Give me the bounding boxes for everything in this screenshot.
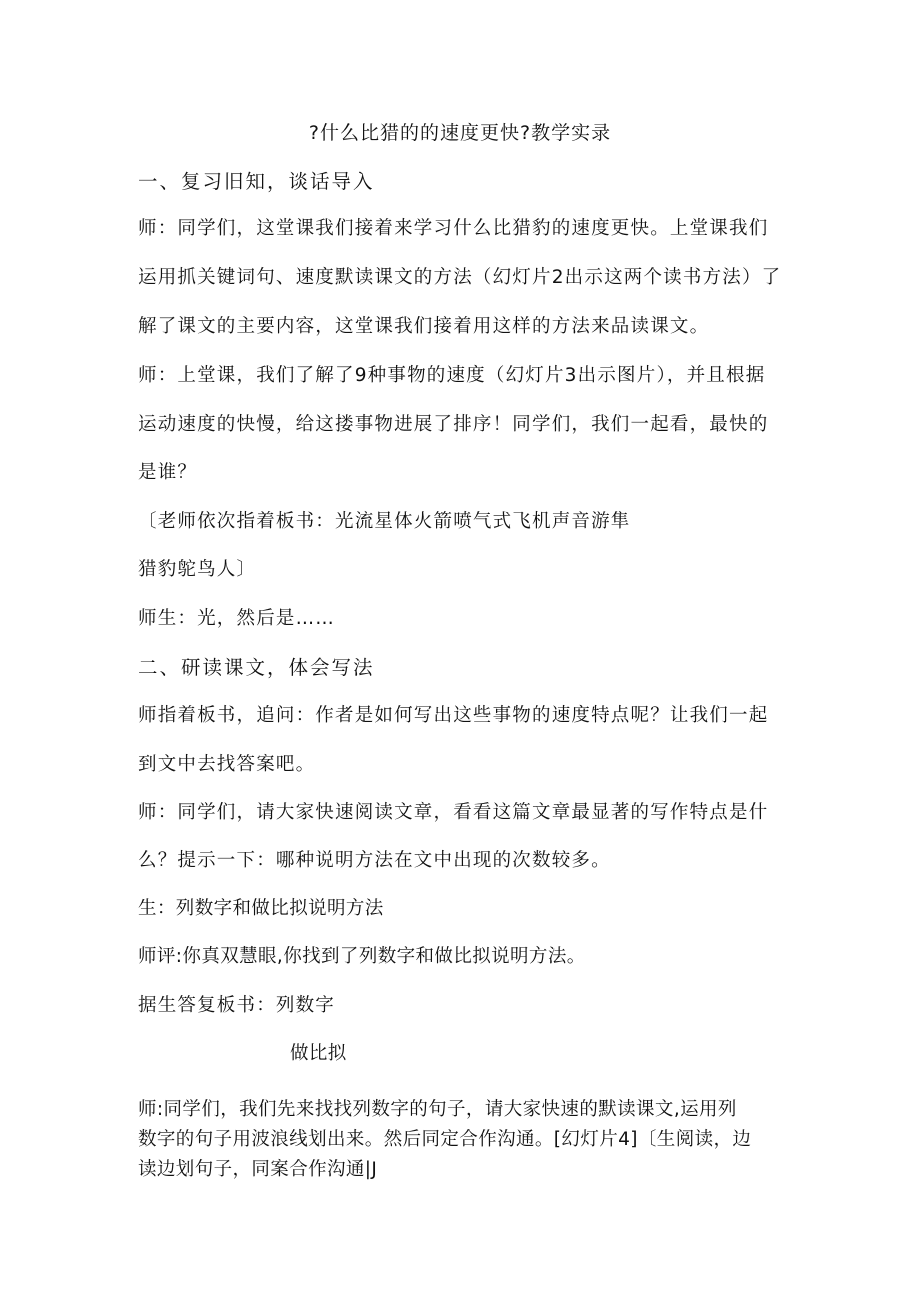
- paragraph-line: 到文中去找答案吧。: [138, 754, 316, 775]
- document-title: ?什么比猎的的速度更快?教学实录: [308, 122, 612, 144]
- paragraph-line: 师：同学们，请大家快速阅读文章，看看这篇文章最显著的写作特点是什: [138, 802, 769, 823]
- paragraph-line: 〔老师依次指着板书：光流星体火箭喷气式飞机声音游隼: [138, 511, 631, 532]
- paragraph-line: 数字的句子用波浪线划出来。然后同定合作沟通。[幻灯片4]〔生阅读，边: [138, 1129, 752, 1150]
- paragraph-line: 是谁？: [138, 462, 198, 483]
- paragraph-line: 猎豹鸵鸟人〕: [138, 559, 257, 580]
- paragraph-line: 据生答复板书：列数字: [138, 995, 336, 1016]
- paragraph-line: 解了课文的主要内容，这堂课我们接着用这样的方法来品读课文。: [138, 316, 710, 337]
- paragraph-line: 师指着板书，追问：作者是如何写出这些事物的速度特点呢？让我们一起: [138, 705, 769, 726]
- section-heading-2: 二、研读课文，体会写法: [138, 656, 375, 679]
- paragraph-line: 运用抓关键词句、速度默读课文的方法（幻灯片2出示这两个读书方法）了: [138, 267, 782, 288]
- paragraph-line: 运动速度的快慢，给这搂事物进展了排序！同学们，我们一起看，最快的: [138, 414, 769, 435]
- paragraph-line: 师生：光，然后是……: [138, 608, 336, 629]
- paragraph-line: 做比拟: [290, 1043, 347, 1064]
- section-heading-1: 一、复习旧知，谈话导入: [138, 170, 375, 193]
- paragraph-line: 师：同学们，这堂课我们接着来学习什么比猎豹的速度更快。上堂课我们: [138, 218, 769, 239]
- paragraph-line: 师：上堂课，我们了解了9种事物的速度（幻灯片3出示图片），并且根据: [138, 365, 766, 386]
- paragraph-line: 生：列数字和做比拟说明方法: [138, 898, 384, 919]
- paragraph-line: 师:同学们，我们先来找找列数字的句子，请大家快速的默读课文,运用列: [138, 1099, 737, 1120]
- paragraph-line: 师评:你真双慧眼,你找到了列数字和做比拟说明方法。: [138, 946, 586, 967]
- paragraph-line: 么？提示一下：哪种说明方法在文中出现的次数较多。: [138, 850, 611, 871]
- paragraph-line: 读边划句子，同案合作沟通|J: [138, 1159, 378, 1180]
